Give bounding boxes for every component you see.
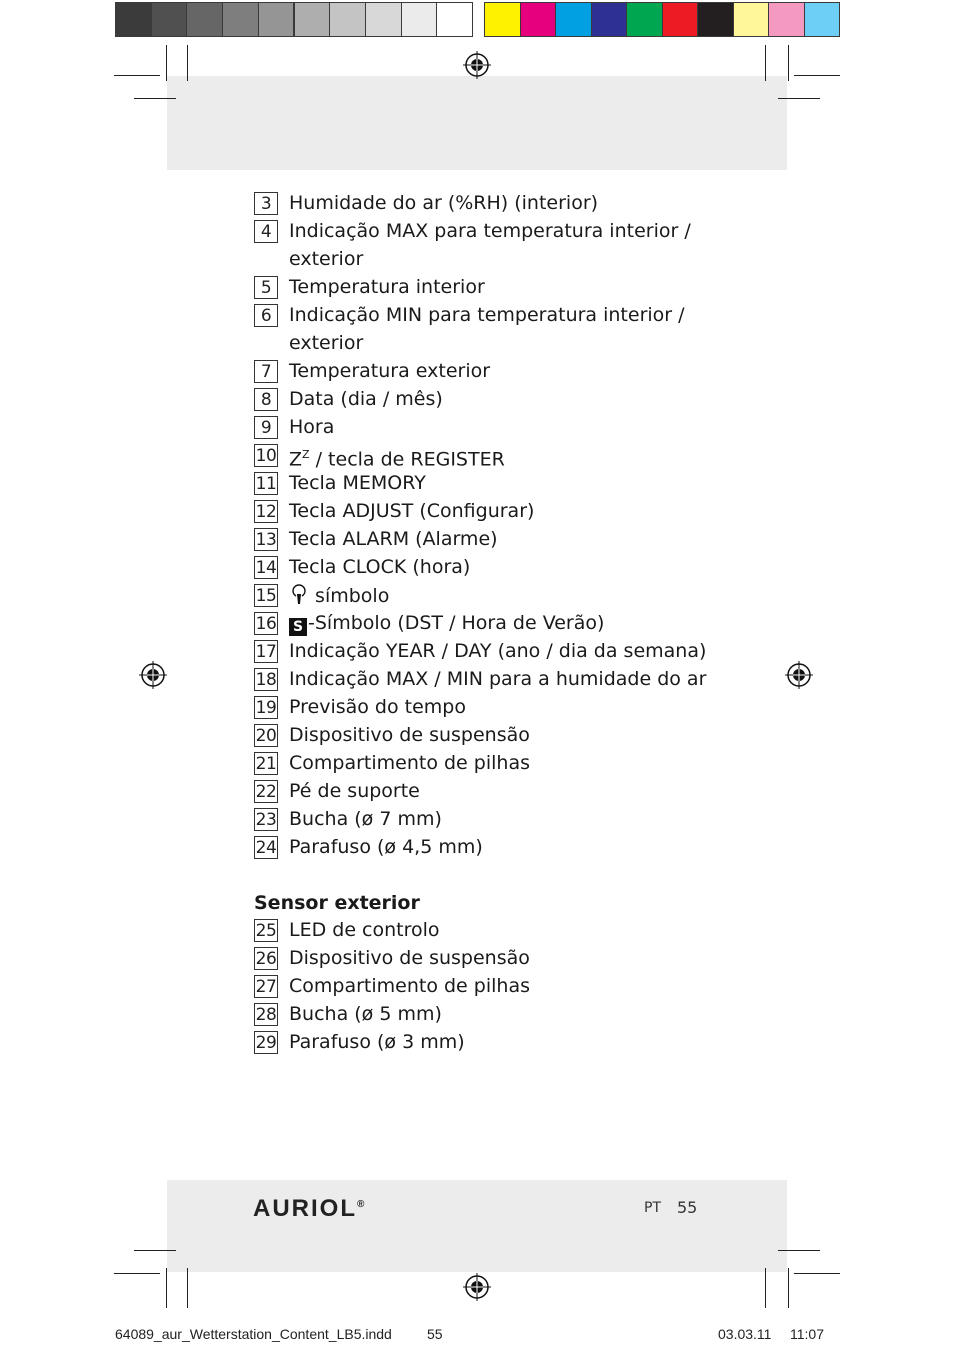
item-number-box: 4 — [254, 220, 278, 243]
item-label — [289, 386, 443, 412]
section-heading: Sensor exterior — [254, 892, 420, 914]
item-label-text: Tecla ADJUST (Configurar) — [289, 500, 535, 522]
item-label-text: Compartimento de pilhas — [289, 975, 530, 997]
color-swatch — [626, 2, 663, 37]
item-label — [289, 302, 685, 328]
item-label — [289, 526, 498, 552]
item-number-box: 15 — [255, 586, 277, 606]
footer-band — [167, 1180, 787, 1272]
color-swatch — [520, 2, 557, 37]
item-label — [289, 498, 534, 524]
print-time: 11:07 — [790, 1326, 824, 1342]
item-label-text: Compartimento de pilhas — [289, 752, 530, 774]
item-number-box: 19 — [255, 698, 277, 718]
gray-swatch — [329, 2, 366, 37]
item-number-box: 27 — [255, 977, 277, 997]
item-label-text: Pé de suporte — [289, 780, 420, 802]
item-number-box: 26 — [255, 949, 277, 969]
item-number-box: 5 — [254, 276, 278, 299]
item-label — [289, 274, 485, 300]
item-number-box: 28 — [255, 1005, 277, 1025]
item-label-continuation: exterior — [289, 332, 364, 354]
item-number-box: 16 — [255, 614, 277, 634]
item-label-text: símbolo — [309, 585, 390, 607]
antenna-icon — [289, 582, 309, 606]
item-number-box: 20 — [255, 726, 277, 746]
item-number-box: 9 — [254, 416, 278, 439]
dst-s-icon: S — [289, 618, 307, 636]
item-number-box: 7 — [254, 360, 278, 383]
item-label — [289, 470, 426, 496]
item-number-box: 11 — [255, 474, 277, 494]
item-label — [289, 778, 420, 804]
brand-name: AURIOL — [253, 1195, 357, 1222]
gray-swatch — [294, 2, 331, 37]
item-label-text: Indicação YEAR / DAY (ano / dia da semana) — [289, 640, 707, 662]
color-swatch — [733, 2, 770, 37]
gray-swatch — [151, 2, 188, 37]
item-number-box: 18 — [255, 670, 277, 690]
item-number-box: 13 — [255, 530, 277, 550]
registration-mark-icon — [462, 1272, 492, 1302]
item-label — [289, 1029, 465, 1055]
item-number-box: 21 — [255, 754, 277, 774]
registered-mark: ® — [357, 1199, 367, 1210]
item-label-text: Parafuso (ø 3 mm) — [289, 1031, 465, 1053]
color-swatch — [484, 2, 521, 37]
color-swatch — [591, 2, 628, 37]
registration-mark-icon — [138, 660, 168, 690]
item-label — [289, 973, 530, 999]
item-label — [289, 945, 530, 971]
item-label — [289, 917, 440, 943]
item-label-text: Bucha (ø 5 mm) — [289, 1003, 442, 1025]
item-label-continuation: exterior — [289, 248, 364, 270]
print-file-page: 55 — [427, 1326, 443, 1342]
item-label — [289, 414, 334, 440]
item-number-box: 8 — [254, 388, 278, 411]
gray-swatch — [186, 2, 223, 37]
item-label — [289, 218, 691, 244]
color-swatch — [662, 2, 699, 37]
item-number-box: 3 — [254, 192, 278, 215]
item-number-box: 10 — [255, 446, 277, 466]
item-number-box: 17 — [255, 642, 277, 662]
gray-swatch — [365, 2, 402, 37]
item-label-text: Indicação MIN para temperatura interior / — [289, 304, 685, 326]
item-number-box: 14 — [255, 558, 277, 578]
item-label — [289, 694, 466, 720]
item-label-text: Temperatura exterior — [289, 360, 491, 382]
item-label — [289, 610, 604, 636]
item-label-text: Temperatura interior — [289, 276, 485, 298]
gray-swatch — [436, 2, 473, 37]
header-band — [167, 76, 787, 170]
print-date: 03.03.11 — [718, 1326, 772, 1342]
item-label-text: Dispositivo de suspensão — [289, 947, 530, 969]
registration-mark-icon — [462, 50, 492, 80]
language-code: PT — [644, 1200, 661, 1216]
item-label — [289, 806, 442, 832]
item-number-box: 23 — [255, 810, 277, 830]
item-label-text: Tecla CLOCK (hora) — [289, 556, 471, 578]
item-number-box: 6 — [254, 304, 278, 327]
item-label-text: Bucha (ø 7 mm) — [289, 808, 442, 830]
snooze-z-superscript: Z — [302, 448, 310, 461]
item-label-text: Tecla MEMORY — [289, 472, 426, 494]
item-number-box: 12 — [255, 502, 277, 522]
item-label-text: LED de controlo — [289, 919, 440, 941]
item-label-text: Dispositivo de suspensão — [289, 724, 530, 746]
registration-mark-icon — [784, 660, 814, 690]
item-label — [289, 666, 706, 692]
snooze-z: Z — [289, 448, 303, 471]
gray-swatch — [222, 2, 259, 37]
item-label — [289, 638, 706, 664]
color-swatch — [555, 2, 592, 37]
print-filename: 64089_aur_Wetterstation_Content_LB5.indd — [115, 1326, 392, 1342]
item-label-text: Data (dia / mês) — [289, 388, 443, 410]
item-label — [289, 722, 530, 748]
gray-swatch — [258, 2, 295, 37]
item-label-text: Previsão do tempo — [289, 696, 466, 718]
item-number-box: 25 — [255, 921, 277, 941]
page-number: 55 — [677, 1198, 698, 1217]
item-number-box: 22 — [255, 782, 277, 802]
brand-logo — [253, 1195, 366, 1223]
color-swatch — [804, 2, 841, 37]
color-swatch — [697, 2, 734, 37]
item-label-text: -Símbolo (DST / Hora de Verão) — [308, 612, 605, 634]
item-label — [289, 554, 470, 580]
gray-swatch — [115, 2, 152, 37]
gray-swatch — [401, 2, 438, 37]
item-label-text: Humidade do ar (%RH) (interior) — [289, 192, 599, 214]
item-label-text: / tecla de REGISTER — [309, 448, 505, 471]
item-label — [289, 582, 389, 609]
item-number-box: 24 — [255, 838, 277, 858]
item-label-text: Hora — [289, 416, 335, 438]
item-label — [289, 442, 505, 472]
item-label — [289, 750, 530, 776]
item-label — [289, 1001, 442, 1027]
item-label-text: Indicação MAX / MIN para a humidade do ar — [289, 668, 707, 690]
item-label — [289, 834, 483, 860]
item-label-text: Indicação MAX para temperatura interior / — [289, 220, 691, 242]
item-label — [289, 358, 490, 384]
item-label-text: Parafuso (ø 4,5 mm) — [289, 836, 483, 858]
item-number-box: 29 — [255, 1033, 277, 1053]
color-swatch — [768, 2, 805, 37]
item-label — [289, 190, 598, 216]
item-label-text: Tecla ALARM (Alarme) — [289, 528, 498, 550]
